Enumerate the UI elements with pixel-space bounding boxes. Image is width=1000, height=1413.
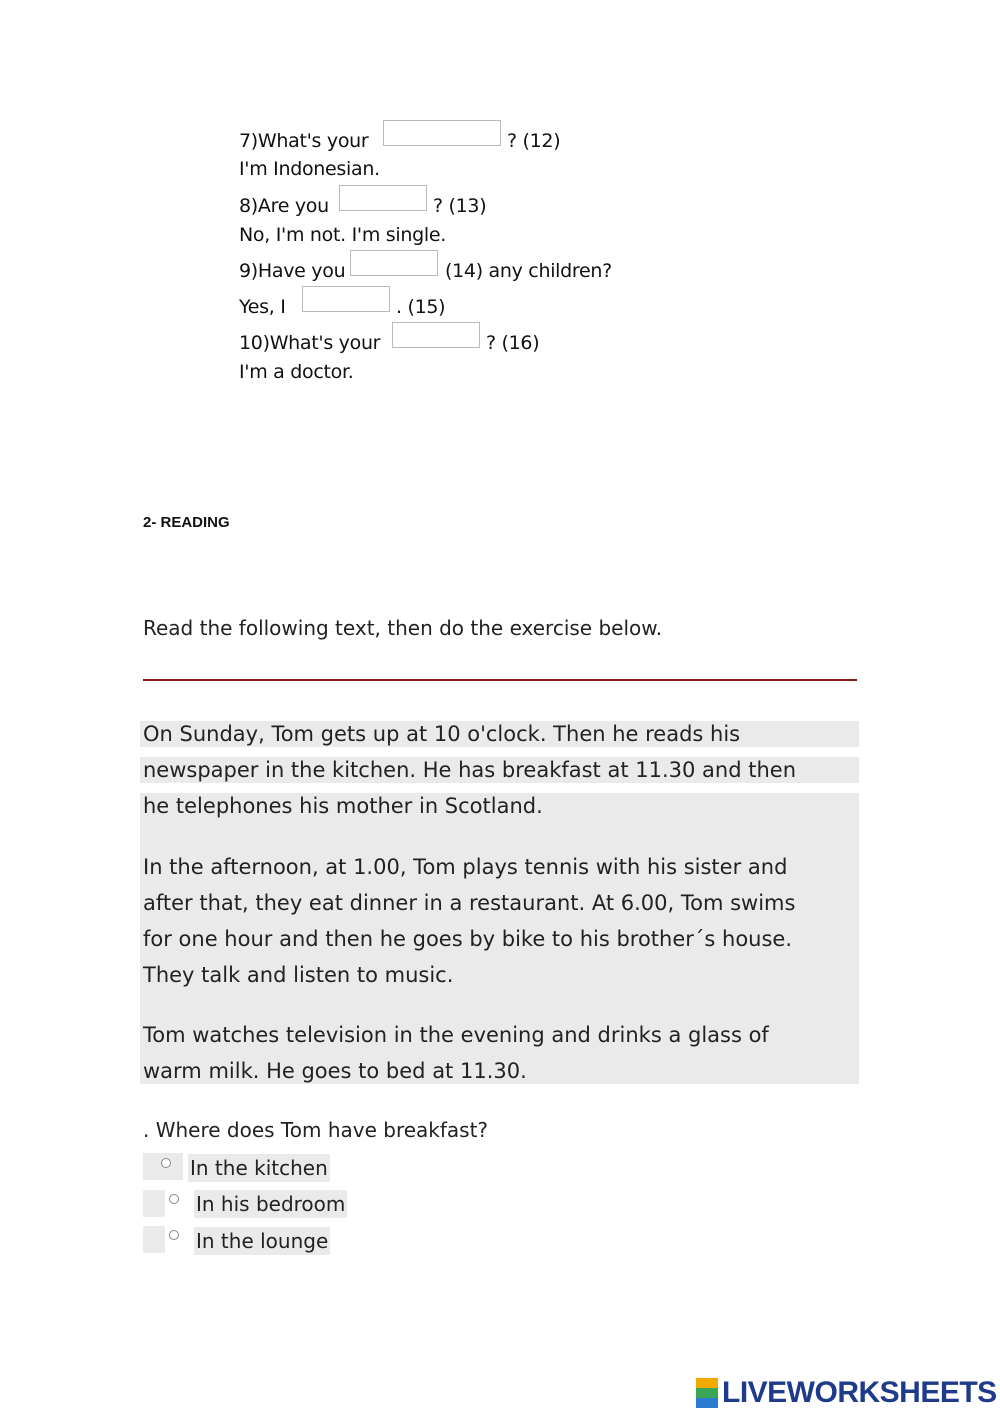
q9-prompt: 9)Have you (239, 260, 346, 282)
radio-button-kitchen[interactable] (161, 1158, 171, 1168)
q9b-answer-input[interactable] (302, 286, 390, 312)
divider (143, 679, 857, 681)
q8-suffix: ? (13) (433, 195, 487, 217)
passage-line: On Sunday, Tom gets up at 10 o'clock. Then he reads his (143, 722, 741, 746)
q7-response: I'm Indonesian. (239, 158, 380, 180)
q7-suffix: ? (12) (507, 130, 561, 152)
q8-prompt: 8)Are you (239, 195, 329, 217)
q8-answer-input[interactable] (339, 185, 427, 211)
passage-line: Tom watches television in the evening and drinks a glass of (143, 1023, 769, 1047)
radio-cell (143, 1226, 165, 1253)
q8-response: No, I'm not. I'm single. (239, 224, 446, 246)
passage-line: In the afternoon, at 1.00, Tom plays tennis with his sister and (143, 855, 788, 879)
q7-answer-input[interactable] (383, 120, 501, 146)
q10-prompt: 10)What's your (239, 332, 381, 354)
passage-line: for one hour and then he goes by bike to his brother´s house. (143, 927, 793, 951)
logo-icon (696, 1378, 718, 1408)
liveworksheets-logo (696, 1376, 997, 1410)
passage-line: They talk and listen to music. (143, 963, 454, 987)
radio-button-lounge[interactable] (169, 1230, 179, 1240)
passage-line: after that, they eat dinner in a restaurant. At 6.00, Tom swims (143, 891, 796, 915)
reading-instruction: Read the following text, then do the exercise below. (143, 616, 663, 640)
q7-prompt: 7)What's your (239, 130, 369, 152)
radio-button-bedroom[interactable] (169, 1194, 179, 1204)
brand-name: LIVEWORKSHEETS (722, 1376, 997, 1409)
q9-suffix: (14) any children? (445, 260, 612, 282)
option-label: In the kitchen (190, 1156, 328, 1180)
q9b-suffix: . (15) (396, 296, 446, 318)
q9b-prompt: Yes, I (239, 296, 286, 318)
q10-answer-input[interactable] (392, 322, 480, 348)
passage-line: warm milk. He goes to bed at 11.30. (143, 1059, 527, 1083)
section-title: 2- READING (143, 514, 230, 531)
option-label: In his bedroom (196, 1192, 346, 1216)
passage-line: newspaper in the kitchen. He has breakfast at 11.30 and then (143, 758, 796, 782)
question-text: . Where does Tom have breakfast? (143, 1118, 489, 1142)
radio-cell (143, 1190, 165, 1217)
q10-suffix: ? (16) (486, 332, 540, 354)
q9-answer-input[interactable] (350, 250, 438, 276)
passage-line: he telephones his mother in Scotland. (143, 794, 543, 818)
option-label: In the lounge (196, 1229, 329, 1253)
q10-response: I'm a doctor. (239, 361, 354, 383)
